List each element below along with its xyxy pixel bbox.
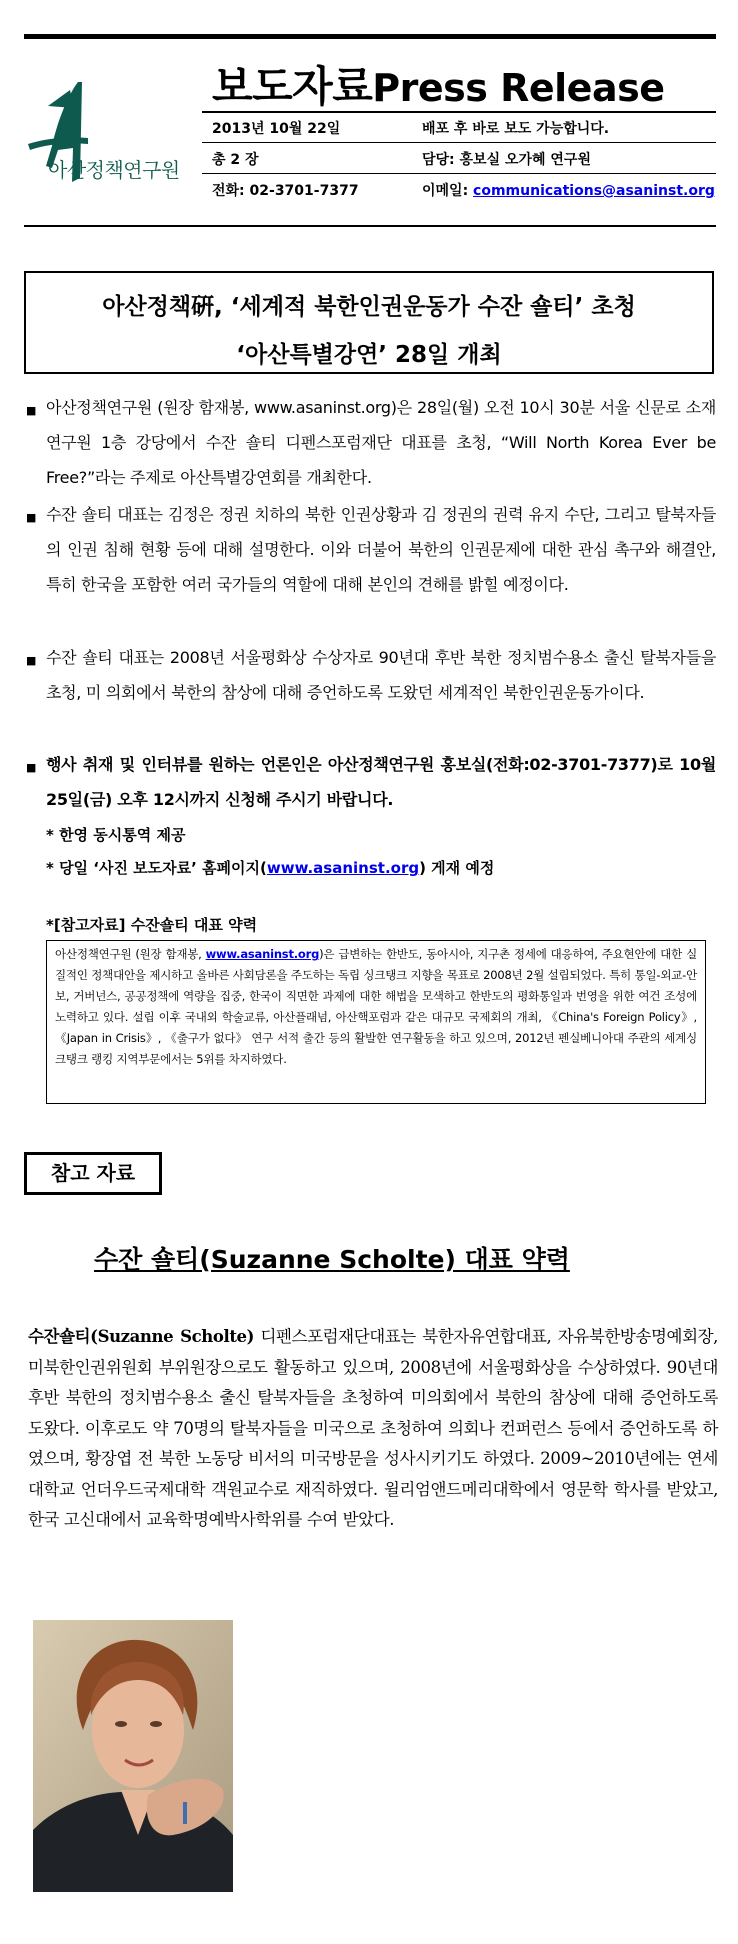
email-contact xyxy=(422,180,715,200)
reference-heading: *[참고자료] 수잔숄티 대표 약력 xyxy=(46,916,258,934)
speaker-photo xyxy=(33,1620,233,1892)
photo-note-prefix: * 당일 ‘사진 보도자료’ 홈페이지( xyxy=(46,859,267,877)
page-count: 총 2 장 xyxy=(212,152,259,168)
bullet-square-icon: ■ xyxy=(26,654,37,667)
header-rule-2 xyxy=(202,142,716,143)
email-label: 이메일: xyxy=(422,183,474,199)
homepage-link[interactable]: www.asaninst.org xyxy=(266,859,420,877)
bio-text: 디펜스포럼재단대표는 북한자유연합대표, 자유북한방송명예회장, 미북한인권위원회 부위원장으로도 활동하고 있으며, 2008년에 서울평화상을 수상하였다. 90년대 후반 북한의 정치범수용소 출신 탈북자들을 초청하여 미의회에서 북한의 참상에 대해 증언하도록 도왔다. 이후로도 약 70명의 탈북자들을 미국으로 초청하여 의회나 컨퍼런스 등에서 증언하도록 하였으며, 황장엽 전 북한 노동당 비서의 미국방문을 성사시키기도 하였다. 2009~2010년에는 연세대학교 언더우드국제대학 객원교수로 재직하였다. 윌리엄앤드메리대학에서 영문학 학사를 받았고, 한국 고신대에서 교육학명예박사학위를 수여 받았다. xyxy=(28,1327,719,1529)
photo-release-note xyxy=(46,857,494,878)
bio-paragraph xyxy=(28,1322,718,1536)
header-rule-3 xyxy=(202,173,716,174)
email-link[interactable]: communications@asaninst.org xyxy=(473,183,715,199)
headline-line-1: 아산정책硏, ‘세계적 북한인권운동가 수잔 숄티’ 초청 xyxy=(102,294,636,320)
header-rule-1 xyxy=(202,111,716,113)
reference-section-label: 참고 자료 xyxy=(24,1152,162,1195)
photo-note-suffix: ) 게재 예정 xyxy=(419,859,495,877)
institute-profile-box xyxy=(46,940,706,1104)
profile-text-body: )은 급변하는 한반도, 동아시아, 지구촌 정세에 대응하여, 주요현안에 대한 실질적인 정책대안을 제시하고 올바른 사회담론을 주도하는 독립 싱크탱크 지향을 목표로 2008년 2월 설립되었다. 특히 통일-외교-안보, 거버넌스, 공공정책에 역량을 집중, 한국이 직면한 과제에 대한 해법을 모색하고 한반도의 평화통일과 번영을 위한 여건 조성에 노력하고 있다. 설립 이후 국내외 학술교류, 아산플래넘, 아산핵포럼과 같은 대규모 국제회의 개최, 《China's Foreign Policy》, 《Japan in Crisis》, 《출구가 없다》 연구 서적 출간 등의 활발한 연구활동을 하고 있으며, 2012년 펜실베니아대 주관의 세계싱크탱크 랭킹 지역부문에서는 5위를 차지하였다. xyxy=(55,947,697,1066)
release-date: 2013년 10월 22일 xyxy=(212,121,341,137)
bullet-paragraph-3: 수잔 숄티 대표는 2008년 서울평화상 수상자로 90년대 후반 북한 정치범수용소 출신 탈북자들을 초청, 미 의회에서 북한의 참상에 대해 증언하도록 도왔던 세계적인 북한인권운동가이다. xyxy=(46,648,716,702)
bullet-paragraph-1: 아산정책연구원 (원장 함재봉, www.asaninst.org)은 28일(월) 오전 10시 30분 서울 신문로 소재 연구원 1층 강당에서 수잔 숄티 디펜스포럼재단 대표를 초청, “Will North Korea Ever be Free?”라는 주제로 아산특별강연회를 개최한다. xyxy=(46,398,716,487)
headline-line-2: ‘아산특별강연’ 28일 개최 xyxy=(236,342,502,368)
bio-title: 수잔 숄티(Suzanne Scholte) 대표 약력 xyxy=(94,1245,570,1274)
page-title xyxy=(212,54,665,114)
logo-text: 아산정책연구원 xyxy=(48,158,180,182)
bullet-square-icon: ■ xyxy=(26,511,37,524)
bio-name: 수잔숄티(Suzanne Scholte) xyxy=(28,1327,255,1346)
header-bottom-rule xyxy=(24,225,716,227)
profile-text-prefix: 아산정책연구원 (원장 함재봉, xyxy=(55,947,206,961)
institute-link[interactable]: www.asaninst.org xyxy=(205,947,320,961)
top-rule xyxy=(24,34,716,39)
title-korean: 보도자료 xyxy=(212,62,373,111)
bullet-square-icon: ■ xyxy=(26,761,37,774)
bullet-paragraph-2: 수잔 숄티 대표는 김정은 정권 치하의 북한 인권상황과 김 정권의 권력 유지 수단, 그리고 탈북자들의 인권 침해 현황 등에 대해 설명한다. 이와 더불어 북한의 인권문제에 대한 관심 촉구와 해결안, 특히 한국을 포함한 여러 국가들의 역할에 대해 본인의 견해를 밝힐 예정이다. xyxy=(46,505,716,594)
title-english: Press Release xyxy=(372,66,665,110)
bullet-paragraph-4: 행사 취재 및 인터뷰를 원하는 언론인은 아산정책연구원 홍보실(전화:02-3701-7377)로 10월 25일(금) 오후 12시까지 신청해 주시기 바랍니다. xyxy=(46,755,716,809)
release-note: 배포 후 바로 보도 가능합니다. xyxy=(422,121,610,137)
contact-person: 담당: 홍보실 오가혜 연구원 xyxy=(422,152,591,168)
bullet-square-icon: ■ xyxy=(26,404,37,417)
headline-box xyxy=(24,271,714,374)
phone-number: 전화: 02-3701-7377 xyxy=(212,183,359,199)
interpretation-note: * 한영 동시통역 제공 xyxy=(46,826,186,844)
